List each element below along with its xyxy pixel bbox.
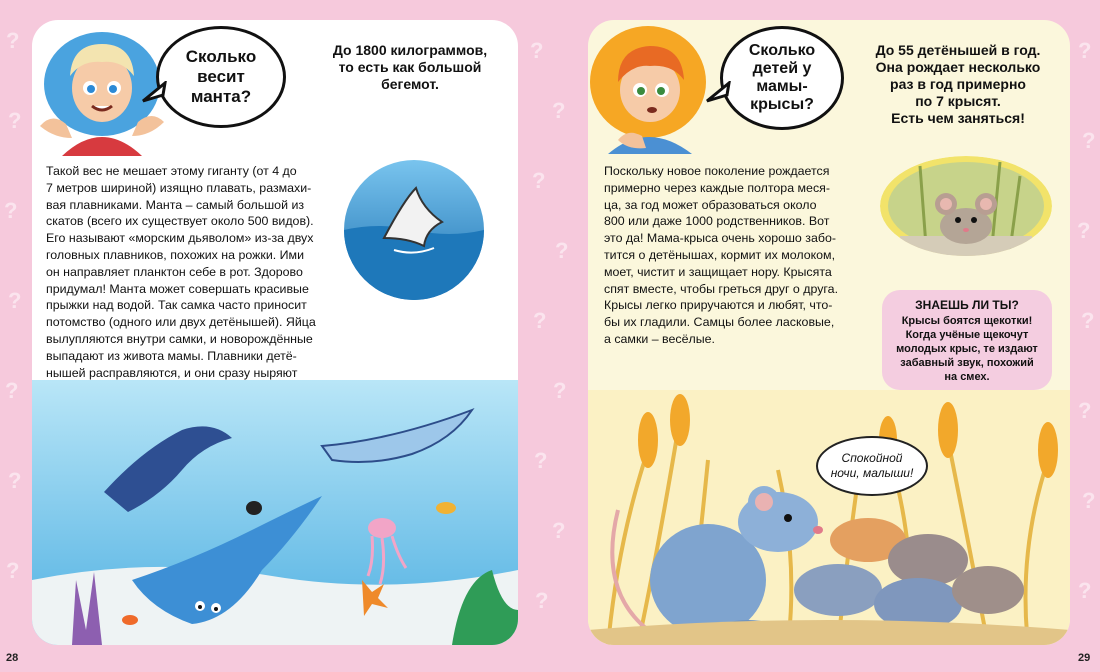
question-text: Сколько весит манта? (185, 47, 257, 106)
rats-scene (588, 390, 1070, 645)
right-page (588, 20, 1070, 645)
question-bubble (156, 26, 286, 128)
speech-line: Спокойной (841, 451, 903, 465)
ocean-scene (32, 380, 518, 645)
answer-line: бегемот. (381, 76, 439, 92)
manta-photo (344, 160, 484, 300)
body-text: Поскольку новое поколение рождается примерно через каждые полтора меся- ца, за год может образоваться около 800 или даже 1000 родственников. Вот это да! Мама-крыса очень хорошо забо- тится о детёнышах, кормит их молоком, моет, чистит и защищает нору. Крысята спят вместе, чтобы греться друг о друга. Крысы легко приручаются и любят, что- бы их гладили. Самцы более ласковые, а самки – весёлые. (604, 164, 839, 346)
did-you-know-box (882, 290, 1052, 390)
speech-line: ночи, малыши! (830, 466, 914, 480)
page-number-left-outer: 28 (6, 652, 19, 664)
did-you-know-line: забавный звук, похожий (900, 357, 1034, 369)
mouse-photo (880, 156, 1052, 256)
bubble-tail (705, 81, 731, 105)
speech-bubble (816, 436, 928, 496)
answer-line: До 55 детёнышей в год. (875, 42, 1041, 58)
answer-line: Она рождает несколько (875, 59, 1041, 75)
body-text: Такой вес не мешает этому гиганту (от 4 до 7 метров шириной) изящно плавать, размахи- вая плавниками. Манта – самый большой из скатов (всего их существует около 500 видов). Его называют «морским дьяволом» из-за двух головных плавников, похожих на рожки. Ими он направляет планктон себе в рот. Здорово придумал! Манта может совершать красивые прыжки над водой. Так самка часто приносит потомство (одного или двух детёнышей). Яйца вылупляются внутри самки, и новорождённые выпадают из живота мамы. Плавники детё- нышей расправляются, и они сразу ныряют (46, 164, 316, 380)
answer-line: то есть как большой (338, 59, 482, 75)
bubble-tail (141, 81, 167, 105)
question-text: Сколько детей у мамы-крысы? (748, 42, 816, 113)
question-bubble (720, 26, 844, 130)
question-mark-pattern: ? ? ? ? ? ? ? ? ? ? ? ? ? ? ? ? ? ? ? ? ? ? ? (4, 28, 1096, 613)
answer-text (310, 42, 510, 93)
did-you-know-line: Когда учёные щекочут (905, 329, 1029, 341)
did-you-know-line: Крысы боятся щекотки! (901, 315, 1033, 327)
answer-text (858, 42, 1058, 127)
answer-line: До 1800 килограммов, (332, 42, 488, 58)
answer-line: Есть чем заняться! (891, 110, 1025, 126)
did-you-know-line: молодых крыс, те издают (896, 343, 1038, 355)
page-number-right-outer: 29 (1078, 652, 1091, 664)
left-page (32, 20, 518, 645)
did-you-know-title: ЗНАЕШЬ ЛИ ТЫ? (915, 298, 1019, 312)
answer-line: раз в год примерно (890, 76, 1026, 92)
answer-line: по 7 крысят. (915, 93, 1001, 109)
did-you-know-line: на смех. (944, 371, 990, 383)
